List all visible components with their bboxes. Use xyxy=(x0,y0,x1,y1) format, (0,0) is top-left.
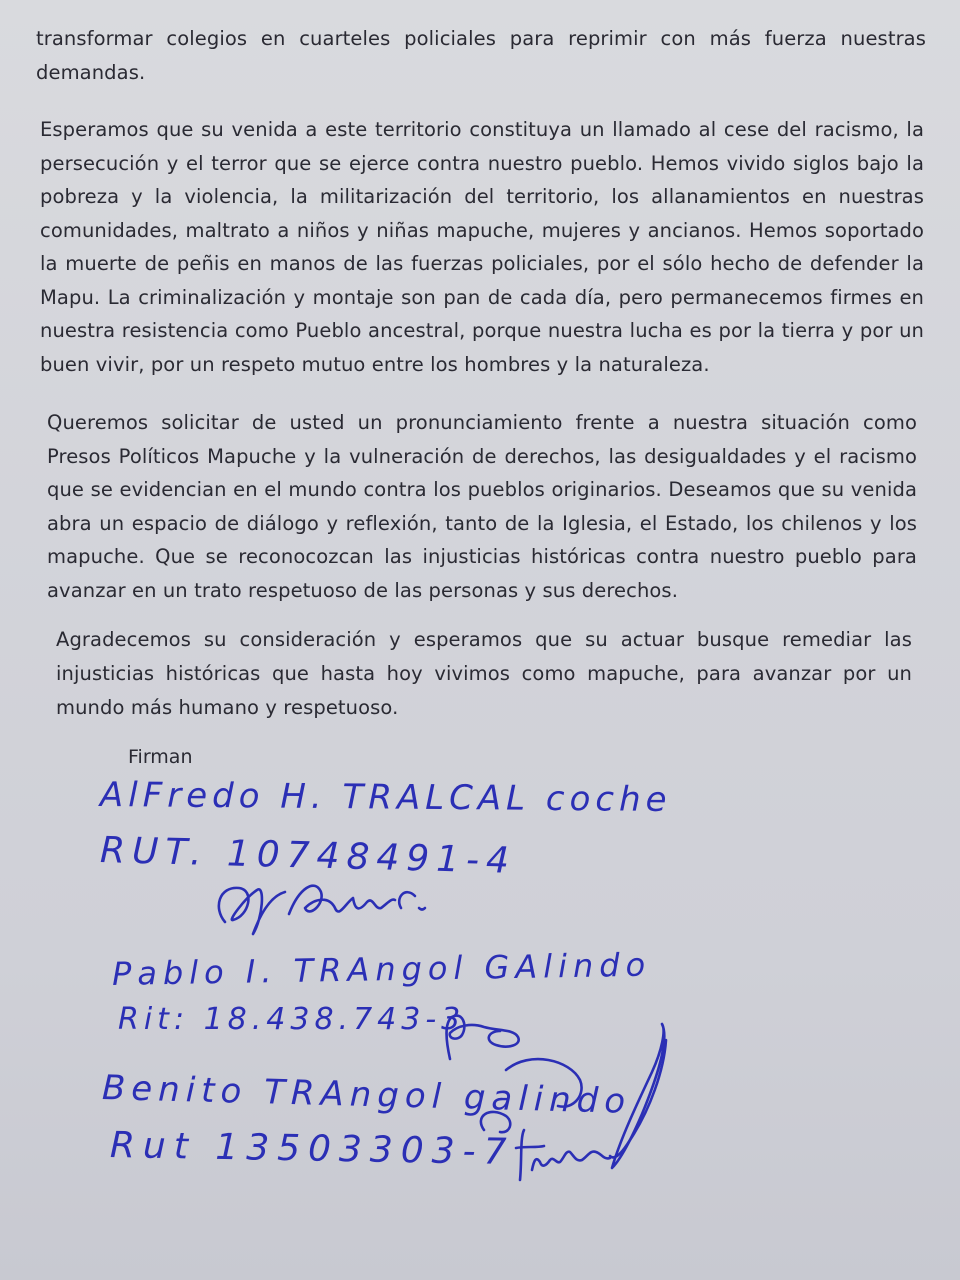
signatory-2-name: Pablo I. TRAngol GAlindo xyxy=(111,945,652,993)
paragraph-request-end-racism: Esperamos que su venida a este territorio constituya un llamado al cese del racismo, la persecución y el terror que se ejerce contra nuestro pueblo. Hemos vivido siglos bajo la pobreza y la violencia, la militarización del territorio, los allanamientos en nuestras comunidades, maltrato a niños y niñas mapuche, mujeres y ancianos. Hemos soportado la muerte de peñis en manos de las fuerzas policiales, por el sólo hecho de defender la Mapu. La criminalización y montaje son pan de cada día, pero permanecemos firmes en nuestra resistencia como Pueblo ancestral, porque nuestra lucha es por la tierra y por un buen vivir, por un respeto mutuo entre los hombres y la naturaleza. xyxy=(40,118,924,376)
signatory-1-rut: RUT. 10748491-4 xyxy=(99,830,517,882)
signatory-3-name: Benito TRAngol galindo xyxy=(101,1068,632,1122)
paragraph-continuation: transformar colegios en cuarteles policiales para reprimir con más fuerza nuestras demandas. xyxy=(36,27,926,84)
signatory-1-signature xyxy=(205,868,435,940)
signature-intro: Firman xyxy=(128,746,193,768)
signatory-3-signature xyxy=(470,1010,690,1200)
signatory-2-rut: Rit: 18.438.743-3 xyxy=(118,1002,466,1037)
signatory-3-rut: Rut 13503303-7 xyxy=(109,1125,515,1174)
paragraph-thanks: Agradecemos su consideración y esperamos que su actuar busque remediar las injusticias históricas que hasta hoy vivimos como mapuche, para avanzar por un mundo más humano y respetuoso. xyxy=(56,628,912,719)
signatory-1-name: AlFredo H. TRALCAL coche xyxy=(99,775,672,820)
paragraph-request-pronouncement: Queremos solicitar de usted un pronunciamiento frente a nuestra situación como Presos Políticos Mapuche y la vulneración de derechos, las desigualdades y el racismo que se evidencian en el mundo contra los pueblos originarios. Deseamos que su venida abra un espacio de diálogo y reflexión, tanto de la Iglesia, el Estado, los chilenos y los mapuche. Que se reconocozcan las injusticias históricas contra nuestro pueblo para avanzar en un trato respetuoso de las personas y sus derechos. xyxy=(47,411,917,602)
